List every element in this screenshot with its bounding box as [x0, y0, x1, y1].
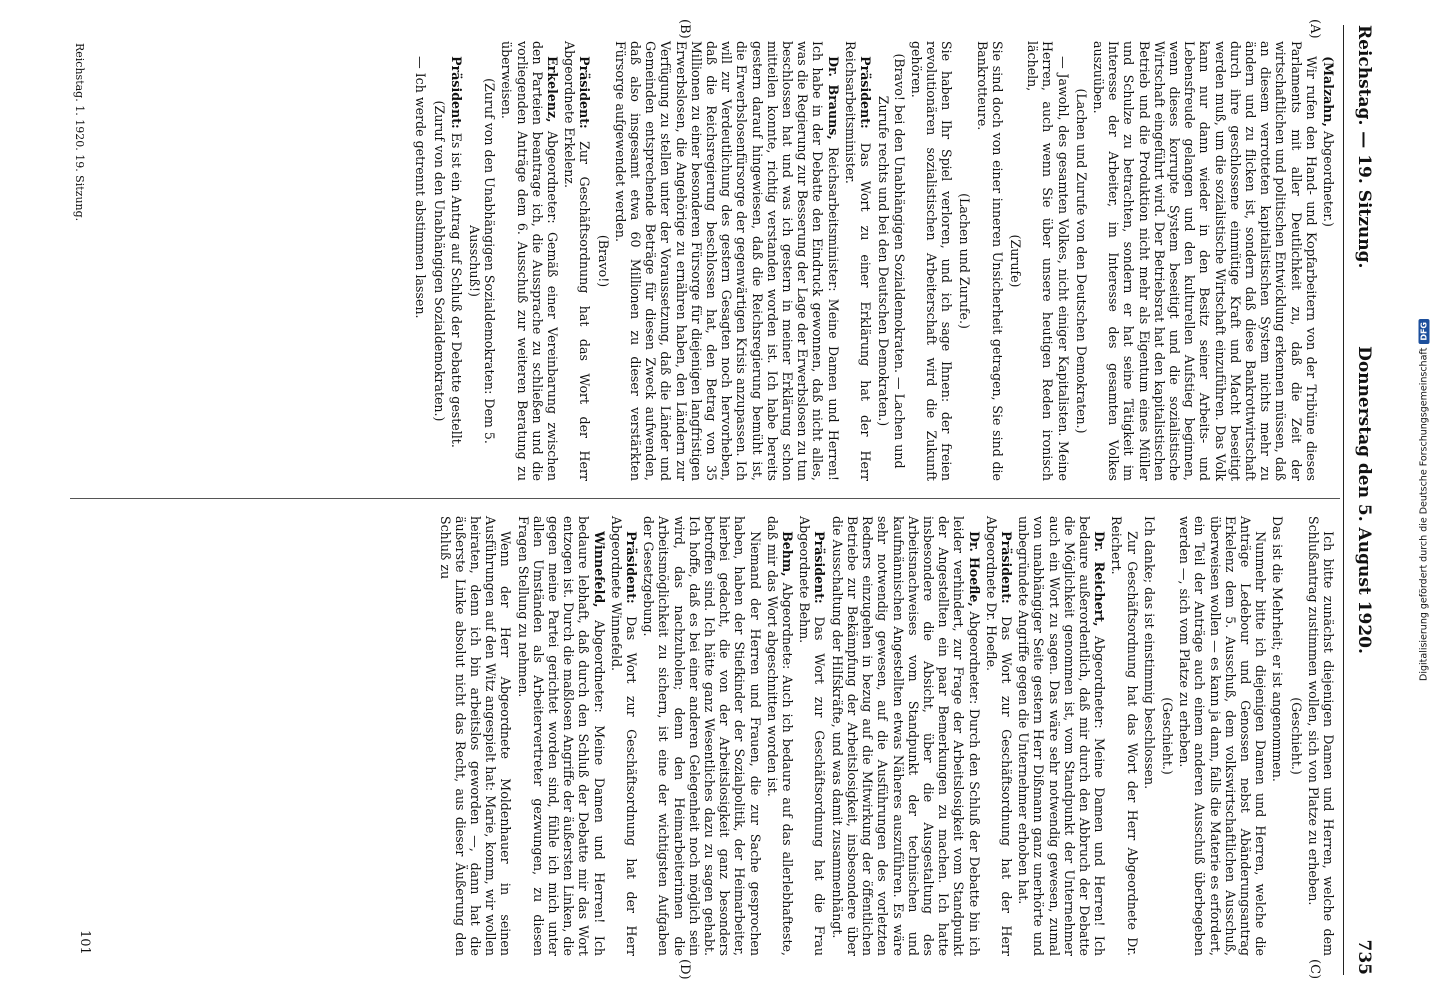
dfg-side-note: [1419, 319, 1430, 681]
speaker-name: Präsident:: [812, 531, 828, 604]
paragraph-text: Wir rufen den Hand- und Kopfarbeitern von der Tribüne dieses Parlaments mit aller Deutlichkeit zu, daß die Zeit der wirtschaftlichen und politischen Entwicklung erkennen müssen, daß an diesem verrotteten kapitalistischen System nichts mehr zu ändern und zu flicken ist, sondern daß diese Bankrottwirtschaft durch ihre geschlossene einmütige Kraft und Macht beseitigt werden muß, um die sozialistische Wirtschaft einzuführen. Das Volk kann nur dann wieder in den Besitz seiner Arbeits- und Lebensfreude gelangen und den kulturellen Aufstieg beginnen, wenn dieses korrupte System beseitigt und die sozialistische Wirtschaft eingeführt wird. Der Betriebsrat hat den kapitalistischen Betrieb und die Produktion nicht mehr als Eigentum eines Müller und Schulze zu betrachten, sondern er hat seine Tätigkeit im Interesse der Arbeiter, im Interesse des gesamten Volkes auszuüben.: [1090, 41, 1319, 481]
paragraph-text: Durch den Schluß der Debatte bin ich leider verhindert, zur Frage der Arbeitslosigkeit vom Standpunkt der Angestellten ein paar Bemerkungen zu machen. Ich hatte insbesondere die Absicht, über die Ausgestaltung des Arbeitsnachweises vom Standpunkt der technischen und kaufmännischen Angestellten etwas Näheres auszuführen. Es wäre sehr notwendig gewesen, auf die Ausführungen des vorletzten Redners einzugehen in bezug auf die Mitwirkung der öffentlichen Betriebe zur Bekämpfung der Arbeitslosigkeit, insbesondere über die Ausschaltung der Hilfskräfte, und was damit zusammenhängt.: [829, 516, 982, 956]
paragraph: [562, 41, 592, 481]
paragraph: [1109, 516, 1139, 956]
speaker-name: Präsident:: [858, 56, 874, 129]
side-note-text: Digitalisierung gefördert durch die Deutsche Forschungsgemeinschaft: [1418, 347, 1430, 681]
paragraph-text: Niemand der Herren und Frauen, die zur Sache gesprochen haben, haben der Stiefkinder der Sozialpolitik, der Heimarbeiter, hierbei gedacht, die von der Arbeitslosigkeit ganz besonders betroffen sind. Ich hätte ganz Wesentliches dazu zu sagen gehabt. Ich hoffe, daß es bei einer anderen Gelegenheit noch möglich sein wird, das nachzuholen; denn den Heimarbeiterinnen die Arbeitsmöglichkeit zu sichern, ist eine der wichtigsten Aufgaben der Gesetzgebung.: [641, 516, 763, 956]
paragraph: [609, 516, 639, 956]
paragraph: [499, 41, 560, 481]
paragraph-text: (Geschieht.): [1288, 697, 1304, 775]
paragraph: [765, 516, 795, 956]
paragraph-text: Das Wort zur Geschäftsordnung hat der Herr Abgeordnete Dr. Hoefle.: [983, 516, 1014, 956]
paragraph-text: Sie sind doch von einer inneren Unsicherheit getragen, Sie sind die Bankrotteure.: [974, 41, 1005, 481]
margin-letter-d: (D): [677, 959, 692, 980]
margin-letter-a: (A): [1307, 19, 1322, 39]
paragraph-text: (Bravo!): [595, 234, 611, 288]
paragraph-text: Zur Geschäftsordnung hat das Wort der Herr Abgeordnete Dr. Reichert.: [1109, 516, 1140, 956]
paragraph-text: Das Wort zu einer Erklärung hat der Herr Reichsarbeitsminister.: [842, 41, 874, 481]
paragraph-text: Auch ich bedaure auf das allerlebhafteste, daß mir das Wort abgeschnitten worden ist.: [764, 516, 796, 956]
speaker-role: Reichsarbeitsminister:: [825, 147, 841, 292]
paragraph-text: Es ist ein Antrag auf Schluß der Debatte gestellt.: [448, 132, 464, 448]
header-left: Reichstag. — 19. Sitzung.: [1354, 25, 1374, 269]
paragraph-text: Meine Damen und Herren! Ich bedaure lebhaft, daß durch den Schluß der Debatte mir das Wort entzogen ist. Durch die maßlosen Angriffe der äußersten Linken, die gegen meine Partei gerichtet worden sind, fühle ich mich unter allen Umständen als Arbeitervertreter gezwungen, zu diesen Fragen Stellung zu nehmen.: [515, 516, 607, 956]
paragraph: [595, 41, 610, 481]
margin-letter-b: (B): [677, 19, 692, 39]
speaker-name: Dr. Reichert,: [1092, 531, 1108, 627]
header-rule: [1343, 25, 1344, 975]
paragraph: [1270, 516, 1285, 956]
paragraph-text: (Zurufe): [1007, 234, 1023, 288]
margin-letter-c: (C): [1307, 959, 1322, 980]
speaker-role: Abgeordnete:: [780, 582, 796, 670]
paragraph-text: (Geschieht.): [1159, 697, 1175, 775]
paragraph-text: (Lachen und Zurufe.): [957, 193, 973, 329]
speaker-name: Erkelenz,: [545, 56, 561, 123]
paragraph-text: Zur Geschäftsordnung hat das Wort der Herr Abgeordnete Erkelenz.: [562, 41, 593, 481]
paragraph-text: (Zuruf von den Unabhängigen Sozialdemokraten: Dem 5. Ausschuß!): [467, 78, 498, 444]
paragraph: [613, 41, 841, 481]
paragraph: [1091, 41, 1319, 481]
paragraph: [413, 41, 428, 481]
paragraph: [1142, 516, 1157, 956]
paragraph: [467, 41, 497, 481]
speaker-name: (Malzahn,: [1321, 56, 1336, 127]
paragraph: [1288, 516, 1303, 956]
paragraph: [1177, 516, 1268, 956]
paragraph: [974, 41, 1004, 481]
rotated-page: [52, 19, 1382, 980]
paragraph: [515, 516, 606, 956]
speaker-name: Präsident:: [577, 56, 593, 129]
paragraph-text: Sie haben Ihr Spiel verloren, und ich sage Ihnen: der freien revolutionären sozialistischen Arbeiterschaft wird die Zukunft gehören.: [908, 41, 955, 481]
paragraph-text: Ich danke; das ist einstimmig beschlossen.: [1141, 516, 1157, 790]
paragraph-text: Meine Damen und Herren! Ich bedaure außerordentlich, daß mir durch den Abbruch der Debatte die Möglichkeit genommen ist, vom Standpunkt der Unternehmer auch ein Wort zu sagen. Das wäre sehr notwendig gewesen, zumal von unabhängiger Seite gestern Herr Dißmann ganz unerhörte und unbegründete Angriffe gegen die Unternehmer erhoben hat.: [1016, 516, 1108, 956]
speaker-role: Abgeordneter:: [966, 611, 982, 705]
paragraph: [1306, 516, 1336, 956]
page-header: [1346, 25, 1374, 975]
speaker-role: Abgeordneter:: [1092, 635, 1108, 729]
paragraph: [1160, 516, 1175, 956]
column-divider: [70, 498, 1340, 499]
paragraph: [957, 41, 972, 481]
paragraph-text: Gemäß einer Vereinbarung zwischen den Parteien beantrage ich, die Aussprache zu schließen und die vorliegenden Anträge dem 6. Ausschuß zur weiteren Beratung zu überweisen.: [499, 41, 561, 481]
paragraph: [1016, 516, 1107, 956]
speaker-name: Dr. Hoefle,: [966, 531, 982, 607]
paragraph: [876, 41, 906, 481]
paragraph-text: (Bravo! bei den Unabhängigen Sozialdemokraten. — Lachen und Zurufe rechts und bei den Deutschen Demokraten.): [876, 53, 907, 469]
footer-note: Reichstag. 1. 1920. 19. Sitzung.: [73, 43, 86, 222]
paragraph: [1074, 41, 1089, 481]
speaker-role: Abgeordneter:: [591, 620, 607, 713]
paragraph: [909, 41, 955, 481]
paragraph: [641, 516, 763, 956]
paragraph-text: (Zuruf von den Unabhängigen Sozialdemokraten.): [431, 100, 447, 422]
paragraph-text: Ich bitte zunächst diejenigen Damen und Herren, welche dem Schlußantrag zustimmen wollen, sich von Platze zu erheben.: [1305, 516, 1336, 956]
right-column: [435, 516, 1336, 956]
paragraph-text: Das Wort zur Geschäftsordnung hat die Frau Abgeordnete Behm.: [797, 516, 828, 956]
paragraph: [431, 41, 446, 481]
speaker-name: Winnefeld,: [591, 531, 607, 608]
dfg-logo-icon: DFG: [1419, 319, 1430, 344]
paragraph: [843, 41, 873, 481]
paragraph-text: Wenn der Herr Abgeordnete Moldenhauer in seinen Ausführungen auf den Witz angespielt hat: Marie, komm, wir wollen heiraten, denn ich bin arbeitslos geworden —, dann hat die äußerste Linke absolut nicht das Recht, aus dieser Äußerung den Schluß zu: [437, 516, 514, 956]
header-date: Donnerstag den 5. August 1920.: [1354, 346, 1374, 654]
speaker-name: Präsident:: [998, 531, 1014, 604]
paragraph-text: — Ich werde getrennt abstimmen lassen.: [413, 56, 429, 319]
speaker-name: Dr. Brauns,: [825, 56, 841, 140]
page-number: 735: [1354, 939, 1374, 975]
paragraph-text: (Lachen und Zurufe von den Deutschen Demokraten.): [1073, 88, 1089, 434]
paragraph: [1008, 41, 1023, 481]
paragraph-text: Das ist die Mehrheit; er ist angenommen.: [1270, 516, 1286, 782]
speaker-name: Präsident:: [624, 531, 640, 604]
paragraph: [449, 41, 464, 481]
left-column: [411, 41, 1336, 481]
speaker-name: Behm,: [780, 531, 796, 577]
paragraph: [797, 516, 827, 956]
paragraph: [1321, 41, 1336, 481]
speaker-role: Abgeordneter.): [1321, 130, 1336, 227]
paragraph-text: Nunmehr bitte ich diejenigen Damen und Herren, welche die Anträge Ledebour und Genossen nebst Abänderungsantrag Erkelenz dem 5. Ausschuß, dem volkswirtschaftlichen Ausschuß, überweisen wollen — es kann ja dann, falls die Materie es erfordert, ein Teil der Anträge auch einem anderen Ausschuß überbegeben werden —, sich vom Platze zu erheben.: [1177, 516, 1269, 956]
footer-number: 101: [77, 930, 92, 955]
speaker-role: Abgeordneter:: [545, 130, 561, 224]
speaker-name: Präsident:: [448, 56, 464, 129]
paragraph-text: Das Wort zur Geschäftsordnung hat der Herr Abgeordnete Winnefeld.: [608, 516, 640, 956]
paragraph: [437, 516, 513, 956]
paragraph-text: — Jawohl, des gesamten Volkes, nicht einiger Kapitalisten. Meine Herren, auch wenn Sie über unsere heutigen Reden ironisch lächeln,: [1025, 41, 1071, 481]
paragraph-text: Meine Damen und Herren! Ich habe in der Debatte den Eindruck gewonnen, daß nicht alles, was die Regierung zur Besserung der Lage der Erwerbslosen zu tun beschlossen hat und was ich gestern in meiner Erklärung schon mitteilen konnte, richtig verstanden worden ist. Ich habe bereits gestern darauf hingewiesen, daß die Reichsregierung bemüht ist, die Erwerbslosenfürsorge der gegenwärtigen Krisis anzupassen. Ich will zur Verdeutlichung des gestern Gesagten noch hervorheben, daß die Reichsregierung beschlossen hat, den Betrag von 35 Millionen zu einer besonderen Fürsorge für diejenigen langfristigen Erwerbslosen, die Angehörige zu ernähren haben, den Ländern zur Verfügung zu stellen unter der Voraussetzung, daß die Länder und Gemeinden entsprechende Beträge für diesen Zweck aufwenden, daß also insgesamt etwa 60 Millionen zu dieser verstärkten Fürsorge aufgewendet werden.: [612, 41, 841, 481]
paragraph: [984, 516, 1014, 956]
paragraph: [830, 516, 982, 956]
paragraph: [1025, 41, 1071, 481]
